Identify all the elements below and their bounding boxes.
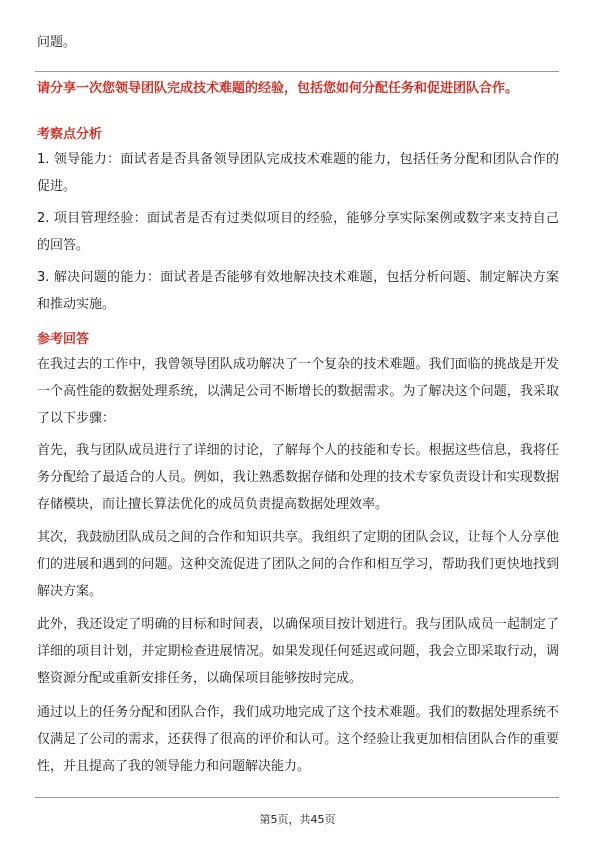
continuation-text: 问题。 (37, 35, 77, 50)
reference-paragraph-4: 此外，我还设定了明确的目标和时间表，以确保项目按计划进行。我与团队成员一起制定了详细的项目计划，并定期检查进展情况。如果发现任何延迟或问题，我会立即采取行动，调整资源分配或重新安排任务，以确保项目能够按时完成。 (37, 617, 559, 686)
analysis-heading: 考察点分析 (37, 127, 103, 142)
reference-paragraph-3: 其次，我鼓励团队成员之间的合作和知识共享。我组织了定期的团队会议，让每个人分享他们的进展和遇到的问题。这种交流促进了团队之间的合作和相互学习，帮助我们更快地找到解决方案。 (37, 530, 559, 599)
reference-paragraph-1: 在我过去的工作中，我曾领导团队成功解决了一个复杂的技术难题。我们面临的挑战是开发一个高性能的数据处理系统，以满足公司不断增长的数据需求。为了解决这个问题，我采取了以下步骤： (37, 357, 559, 426)
divider-top (35, 71, 559, 72)
analysis-item-2: 2. 项目管理经验：面试者是否有过类似项目的经验，能够分享实际案例或数字来支持自己的回答。 (37, 211, 559, 253)
question-heading: 请分享一次您领导团队完成技术难题的经验，包括您如何分配任务和促进团队合作。 (37, 81, 519, 96)
page-number: 第5页，共45页 (259, 813, 336, 826)
divider-bottom (35, 797, 559, 798)
reference-paragraph-5: 通过以上的任务分配和团队合作，我们成功地完成了这个技术难题。我们的数据处理系统不仅满足了公司的需求，还获得了很高的评价和认可。这个经验让我更加相信团队合作的重要性，并且提高了我的领导能力和问题解决能力。 (37, 705, 559, 774)
analysis-item-3: 3. 解决问题的能力：面试者是否能够有效地解决技术难题，包括分析问题、制定解决方案和推动实施。 (37, 270, 559, 312)
analysis-item-1: 1. 领导能力：面试者是否具备领导团队完成技术难题的能力，包括任务分配和团队合作的促进。 (37, 152, 559, 194)
reference-heading: 参考回答 (37, 332, 90, 347)
reference-paragraph-2: 首先，我与团队成员进行了详细的讨论，了解每个人的技能和专长。根据这些信息，我将任务分配给了最适合的人员。例如，我让熟悉数据存储和处理的技术专家负责设计和实现数据存储模块，而让擅长算法优化的成员负责提高数据处理效率。 (37, 443, 559, 512)
